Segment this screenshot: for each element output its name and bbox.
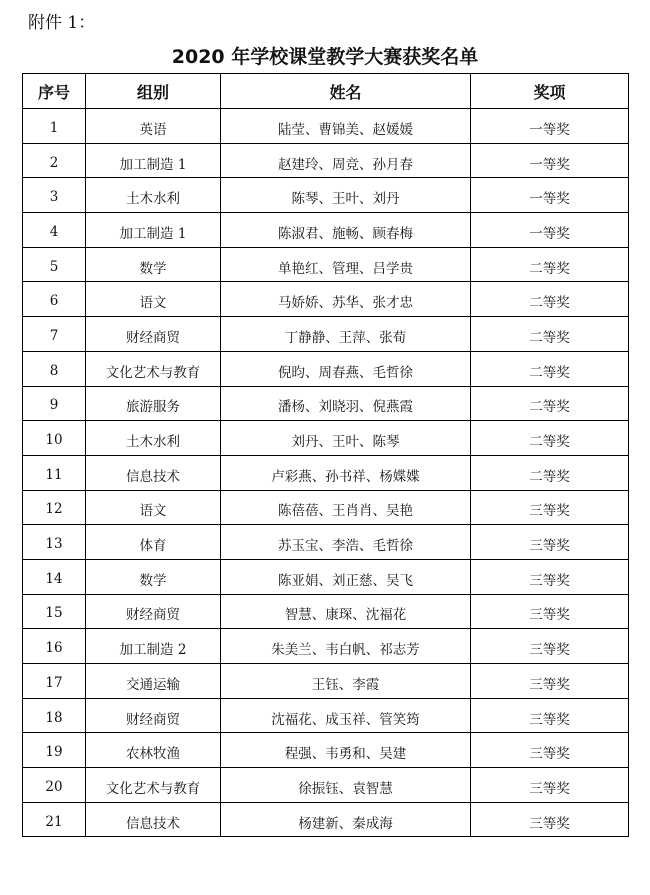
table-row: [23, 421, 629, 456]
cell-serial: 15: [23, 594, 86, 629]
cell-group: 财经商贸: [86, 594, 221, 629]
cell-names: 潘杨、刘晓羽、倪燕霞: [221, 386, 471, 421]
cell-names: 陆莹、曹锦美、赵媛媛: [221, 109, 471, 144]
table-row: [23, 351, 629, 386]
cell-names: 卢彩燕、孙书祥、杨媟媟: [221, 455, 471, 490]
table-row: [23, 247, 629, 282]
cell-award: 二等奖: [471, 455, 629, 490]
cell-serial: 17: [23, 664, 86, 699]
table-row: [23, 559, 629, 594]
table-row: [23, 178, 629, 213]
cell-serial: 14: [23, 559, 86, 594]
table-row: [23, 109, 629, 144]
cell-group: 土木水利: [86, 178, 221, 213]
cell-group: 语文: [86, 490, 221, 525]
cell-group: 文化艺术与教育: [86, 768, 221, 803]
cell-serial: 19: [23, 733, 86, 768]
cell-award: 三等奖: [471, 802, 629, 837]
table-row: [23, 143, 629, 178]
cell-names: 陈蓓蓓、王肖肖、吴艳: [221, 490, 471, 525]
cell-group: 数学: [86, 559, 221, 594]
cell-serial: 10: [23, 421, 86, 456]
cell-serial: 18: [23, 698, 86, 733]
cell-serial: 7: [23, 317, 86, 352]
cell-names: 刘丹、王叶、陈琴: [221, 421, 471, 456]
page-title: 2020 年学校课堂教学大赛获奖名单: [171, 46, 479, 68]
table-row: [23, 629, 629, 664]
cell-names: 赵建玲、周竞、孙月春: [221, 143, 471, 178]
cell-group: 土木水利: [86, 421, 221, 456]
cell-award: 二等奖: [471, 351, 629, 386]
cell-serial: 20: [23, 768, 86, 803]
table-row: [23, 317, 629, 352]
cell-names: 程强、韦勇和、吴建: [221, 733, 471, 768]
cell-award: 二等奖: [471, 421, 629, 456]
cell-award: 三等奖: [471, 698, 629, 733]
cell-award: 二等奖: [471, 317, 629, 352]
cell-award: 三等奖: [471, 629, 629, 664]
table-row: [23, 490, 629, 525]
header-award: 奖项: [471, 74, 629, 109]
cell-group: 农林牧渔: [86, 733, 221, 768]
cell-group: 财经商贸: [86, 317, 221, 352]
table-row: [23, 455, 629, 490]
cell-serial: 8: [23, 351, 86, 386]
table-header-row: [23, 74, 629, 109]
cell-group: 文化艺术与教育: [86, 351, 221, 386]
cell-serial: 4: [23, 213, 86, 248]
attachment-label: 附件 1：: [28, 13, 96, 33]
cell-group: 信息技术: [86, 802, 221, 837]
cell-serial: 11: [23, 455, 86, 490]
cell-serial: 5: [23, 247, 86, 282]
cell-names: 沈福花、成玉祥、管笑筠: [221, 698, 471, 733]
award-table: [22, 73, 629, 837]
cell-award: 三等奖: [471, 525, 629, 560]
cell-group: 交通运输: [86, 664, 221, 699]
cell-serial: 21: [23, 802, 86, 837]
cell-award: 一等奖: [471, 213, 629, 248]
cell-award: 三等奖: [471, 768, 629, 803]
cell-names: 徐振钰、袁智慧: [221, 768, 471, 803]
table-row: [23, 768, 629, 803]
cell-serial: 2: [23, 143, 86, 178]
cell-award: 二等奖: [471, 386, 629, 421]
cell-names: 丁静静、王萍、张荀: [221, 317, 471, 352]
cell-names: 单艳红、管理、吕学贵: [221, 247, 471, 282]
cell-serial: 6: [23, 282, 86, 317]
cell-serial: 12: [23, 490, 86, 525]
table-row: [23, 525, 629, 560]
cell-award: 一等奖: [471, 143, 629, 178]
cell-group: 数学: [86, 247, 221, 282]
cell-names: 陈亚娟、刘正慈、吴飞: [221, 559, 471, 594]
table-row: [23, 386, 629, 421]
table-row: [23, 594, 629, 629]
cell-names: 倪昀、周春燕、毛哲徐: [221, 351, 471, 386]
cell-award: 一等奖: [471, 178, 629, 213]
cell-serial: 1: [23, 109, 86, 144]
cell-names: 杨建新、秦成海: [221, 802, 471, 837]
cell-group: 旅游服务: [86, 386, 221, 421]
cell-award: 三等奖: [471, 559, 629, 594]
cell-serial: 3: [23, 178, 86, 213]
table-row: [23, 282, 629, 317]
table-row: [23, 698, 629, 733]
cell-group: 语文: [86, 282, 221, 317]
cell-award: 三等奖: [471, 594, 629, 629]
cell-award: 三等奖: [471, 733, 629, 768]
cell-names: 陈琴、王叶、刘丹: [221, 178, 471, 213]
cell-names: 马娇娇、苏华、张才忠: [221, 282, 471, 317]
cell-names: 苏玉宝、李浩、毛哲徐: [221, 525, 471, 560]
cell-names: 王钰、李霞: [221, 664, 471, 699]
cell-group: 加工制造 1: [86, 213, 221, 248]
header-names: 姓名: [221, 74, 471, 109]
cell-group: 加工制造 1: [86, 143, 221, 178]
cell-names: 陈淑君、施畅、顾春梅: [221, 213, 471, 248]
cell-group: 财经商贸: [86, 698, 221, 733]
header-group: 组别: [86, 74, 221, 109]
header-serial: 序号: [23, 74, 86, 109]
cell-award: 三等奖: [471, 664, 629, 699]
table-row: [23, 664, 629, 699]
table-row: [23, 802, 629, 837]
cell-award: 三等奖: [471, 490, 629, 525]
cell-award: 二等奖: [471, 282, 629, 317]
cell-group: 信息技术: [86, 455, 221, 490]
cell-award: 一等奖: [471, 109, 629, 144]
cell-group: 英语: [86, 109, 221, 144]
cell-group: 加工制造 2: [86, 629, 221, 664]
cell-names: 智慧、康琛、沈福花: [221, 594, 471, 629]
cell-names: 朱美兰、韦白帆、祁志芳: [221, 629, 471, 664]
table-row: [23, 213, 629, 248]
cell-serial: 9: [23, 386, 86, 421]
cell-serial: 16: [23, 629, 86, 664]
cell-serial: 13: [23, 525, 86, 560]
cell-award: 二等奖: [471, 247, 629, 282]
cell-group: 体育: [86, 525, 221, 560]
table-row: [23, 733, 629, 768]
